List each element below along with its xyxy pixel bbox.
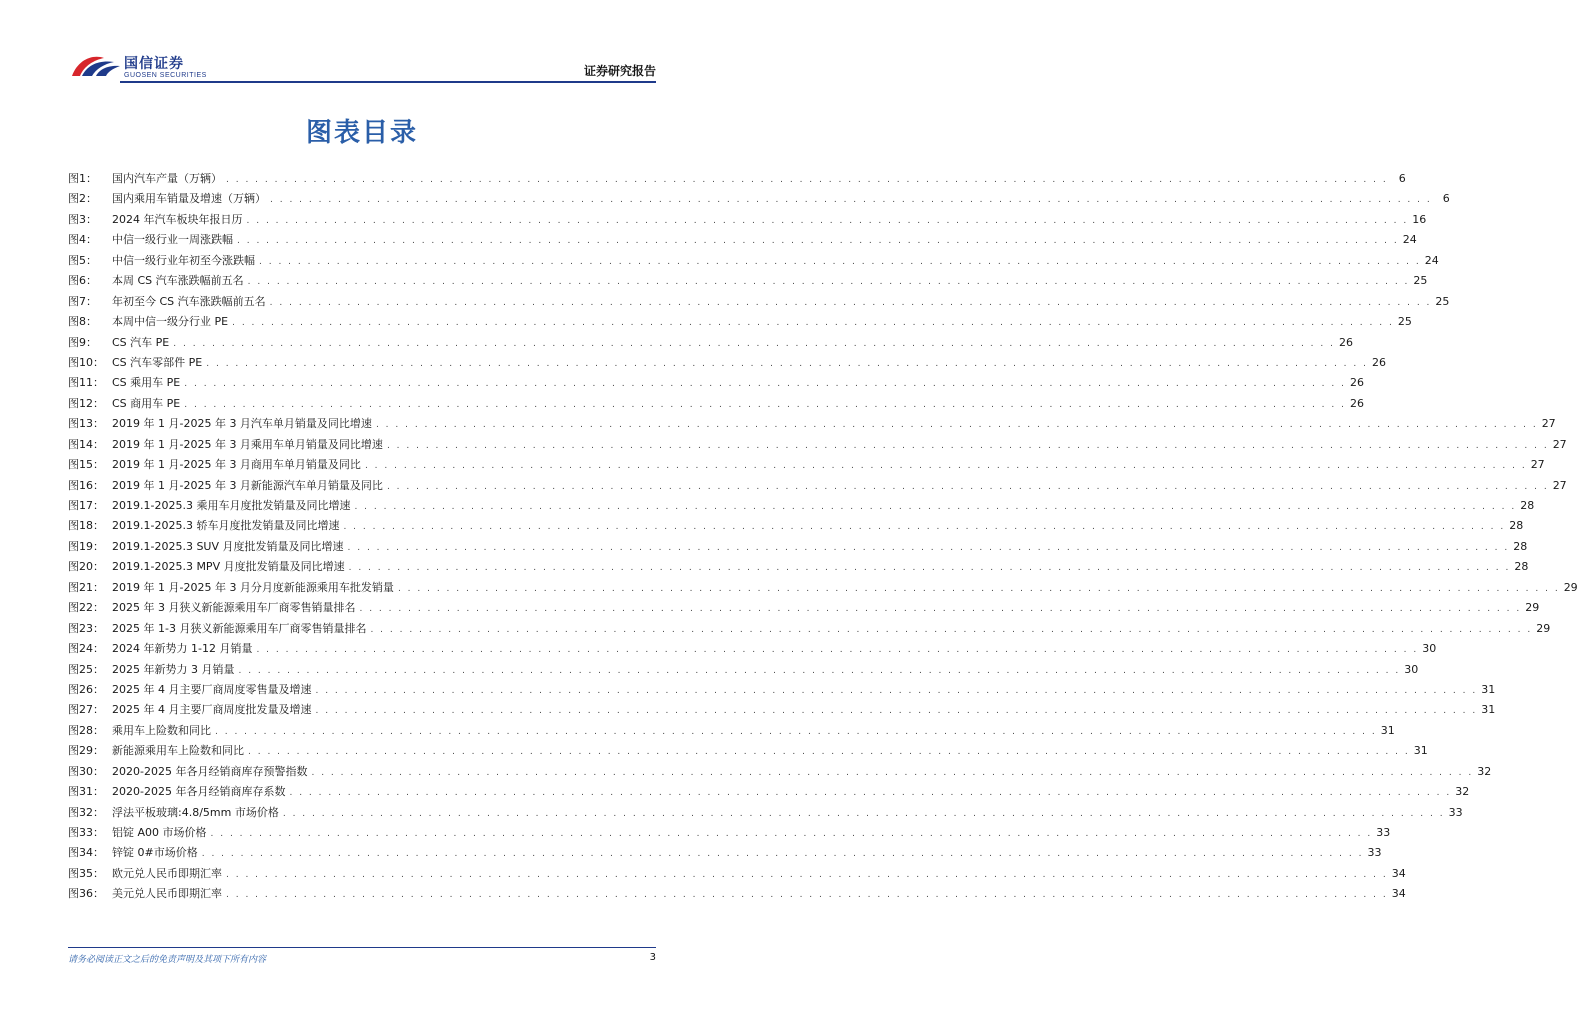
toc-entry[interactable] [68,456,1545,476]
page-header [0,0,724,90]
toc-entry[interactable] [68,497,1535,517]
toc-figure-number: 图30： [68,764,104,778]
toc-figure-number: 图22： [68,601,104,615]
toc-entry[interactable] [68,517,1524,537]
toc-figure-number: 图8： [68,315,97,329]
toc-dot-leader: . . . . . . . . . . . . . . . . . . . . . . . . . . . . . . . . . . . . . . . . . . . . . . . . . . . . . . . . . . . . . . . . . . . . . . . . . . . . . . . . . . . . . . . . . . . . . . . . . . . . . . . . . . . . . . . . . . . . . . . . [210,829,1373,839]
toc-page-number: 27 [1552,478,1567,492]
page-title: 图表目录 [305,118,418,148]
toc-dot-leader: . . . . . . . . . . . . . . . . . . . . . . . . . . . . . . . . . . . . . . . . . . . . . . . . . . . . . . . . . . . . . . . . . . . . . . . . . . . . . . . . . . . . . . . . . . . . . . . . . . . . . . . . . . . . . . . . . . . . . . . . [386,440,1549,451]
toc-page-number: 26 [1350,376,1364,390]
toc-figure-number: 图23： [68,621,104,635]
toc-figure-title: 2019.1-2025.3 SUV 月度批发销量及同比增速 [112,539,344,553]
footer-disclaimer: 请务必阅读正文之后的免责声明及其项下所有内容 [68,955,267,965]
toc-dot-leader: . . . . . . . . . . . . . . . . . . . . . . . . . . . . . . . . . . . . . . . . . . . . . . . . . . . . . . . . . . . . . . . . . . . . . . . . . . . . . . . . . . . . . . . . . . . . . . . . . . . . . . . . . . . . . . . . . . . . . . . . [375,420,1538,431]
toc-page-number: 25 [1397,315,1412,329]
toc-entry[interactable] [68,722,1395,742]
toc-figure-number: 图11： [68,376,104,390]
toc-page-number: 28 [1509,519,1524,533]
toc-dot-leader: . . . . . . . . . . . . . . . . . . . . . . . . . . . . . . . . . . . . . . . . . . . . . . . . . . . . . . . . . . . . . . . . . . . . . . . . . . . . . . . . . . . . . . . . . . . . . . . . . . . . . . . . . . . . . . . . . . . . . . . . [226,175,1388,185]
toc-figure-number: 图19： [68,539,104,553]
toc-dot-leader: . . . . . . . . . . . . . . . . . . . . . . . . . . . . . . . . . . . . . . . . . . . . . . . . . . . . . . . . . . . . . . . . . . . . . . . . . . . . . . . . . . . . . . . . . . . . . . . . . . . . . . . . . . . . . . . . . . . . . . . . [348,563,1511,574]
toc-page-number: 33 [1367,846,1382,860]
toc-dot-leader: . . . . . . . . . . . . . . . . . . . . . . . . . . . . . . . . . . . . . . . . . . . . . . . . . . . . . . . . . . . . . . . . . . . . . . . . . . . . . . . . . . . . . . . . . . . . . . . . . . . . . . . . . . . . . . . . . . . . . . . . [247,277,1410,288]
toc-entry[interactable] [68,783,1470,803]
toc-figure-number: 图12： [68,396,104,410]
toc-page-number: 32 [1477,764,1492,778]
header-divider [120,81,656,83]
toc-figure-number: 图2： [68,192,97,206]
toc-entry[interactable] [68,661,1419,681]
toc-page-number: 27 [1541,417,1556,431]
toc-entry[interactable] [68,844,1382,864]
toc-figure-title: 新能源乘用车上险数和同比 [112,744,244,758]
toc-dot-leader: . . . . . . . . . . . . . . . . . . . . . . . . . . . . . . . . . . . . . . . . . . . . . . . . . . . . . . . . . . . . . . . . . . . . . . . . . . . . . . . . . . . . . . . . . . . . . . . . . . . . . . . . . . . . . . . . . . . . . . . . [256,645,1419,656]
toc-page-number: 27 [1530,458,1545,472]
toc-figure-title: 锌锭 0#市场价格 [112,846,198,860]
toc-figure-title: CS 乘用车 PE [112,376,181,390]
toc-page-number: 33 [1376,826,1391,839]
toc-entry[interactable] [68,477,1567,497]
toc-figure-title: 2019 年 1 月-2025 年 3 月汽车单月销量及同比增速 [112,417,372,431]
toc-page-number: 16 [1412,212,1427,226]
toc-dot-leader: . . . . . . . . . . . . . . . . . . . . . . . . . . . . . . . . . . . . . . . . . . . . . . . . . . . . . . . . . . . . . . . . . . . . . . . . . . . . . . . . . . . . . . . . . . . . . . . . . . . . . . . . . . . . . . . . . . . . . . . . [315,685,1478,696]
toc-page-number: 25 [1413,274,1428,288]
toc-page-number: 26 [1372,355,1386,369]
toc-dot-leader: . . . . . . . . . . . . . . . . . . . . . . . . . . . . . . . . . . . . . . . . . . . . . . . . . . . . . . . . . . . . . . . . . . . . . . . . . . . . . . . . . . . . . . . . . . . . . . . . . . . . . . . . . . . . . . . . . . . . . . . . [397,583,1560,594]
toc-page-number: 28 [1514,560,1529,574]
toc-figure-number: 图26： [68,682,104,696]
toc-figure-title: 2019 年 1 月-2025 年 3 月商用车单月销量及同比 [112,458,361,472]
toc-figure-number: 图17： [68,499,104,512]
toc-page-number: 28 [1513,539,1528,553]
toc-figure-number: 图24： [68,642,104,656]
toc-dot-leader: . . . . . . . . . . . . . . . . . . . . . . . . . . . . . . . . . . . . . . . . . . . . . . . . . . . . . . . . . . . . . . . . . . . . . . . . . . . . . . . . . . . . . . . . . . . . . . . . . . . . . . . . . . . . . . . . . . . . . . . . [359,604,1522,615]
toc-figure-title: 2019.1-2025.3 乘用车月度批发销量及同比增速 [112,499,351,512]
toc-figure-number: 图33： [68,826,104,839]
footer-divider [68,947,656,948]
toc-entry[interactable] [68,272,1428,292]
toc-figure-title: 浮法平板玻璃:4.8/5mm 市场价格 [112,805,279,819]
toc-dot-leader: . . . . . . . . . . . . . . . . . . . . . . . . . . . . . . . . . . . . . . . . . . . . . . . . . . . . . . . . . . . . . . . . . . . . . . . . . . . . . . . . . . . . . . . . . . . . . . . . . . . . . . . . . . . . . . . . . . . . . . . . [269,297,1432,308]
toc-entry[interactable] [68,354,1386,374]
toc-entry[interactable] [68,701,1496,721]
toc-figure-title: 本周 CS 汽车涨跌幅前五名 [112,274,244,288]
toc-figure-title: 铝锭 A00 市场价格 [112,826,207,839]
toc-figure-title: 乘用车上险数和同比 [112,723,211,737]
toc-entry[interactable] [68,599,1540,619]
toc-page-number: 31 [1413,744,1428,758]
toc-page-number: 34 [1391,866,1406,880]
toc-figure-title: 美元兑人民币即期汇率 [112,887,222,901]
toc-figure-number: 图5： [68,253,97,267]
toc-figure-number: 图20： [68,560,104,574]
toc-page-number: 27 [1552,437,1567,451]
toc-entry[interactable] [68,681,1496,701]
toc-dot-leader: . . . . . . . . . . . . . . . . . . . . . . . . . . . . . . . . . . . . . . . . . . . . . . . . . . . . . . . . . . . . . . . . . . . . . . . . . . . . . . . . . . . . . . . . . . . . . . . . . . . . . . . . . . . . . . . . . . . . . . . . [232,318,1394,329]
toc-figure-number: 图1： [68,172,97,185]
guosen-logo-mark-icon [70,50,122,80]
toc-dot-leader: . . . . . . . . . . . . . . . . . . . . . . . . . . . . . . . . . . . . . . . . . . . . . . . . . . . . . . . . . . . . . . . . . . . . . . . . . . . . . . . . . . . . . . . . . . . . . . . . . . . . . . . . . . . . . . . . . . . . . . . . [184,379,1346,390]
toc-dot-leader: . . . . . . . . . . . . . . . . . . . . . . . . . . . . . . . . . . . . . . . . . . . . . . . . . . . . . . . . . . . . . . . . . . . . . . . . . . . . . . . . . . . . . . . . . . . . . . . . . . . . . . . . . . . . . . . . . . . . . . . . [315,706,1478,717]
toc-figure-number: 图36： [68,887,104,901]
figure-table-of-contents [68,170,1578,906]
page-number: 3 [649,952,656,963]
toc-figure-number: 图27： [68,703,104,717]
report-type-label: 证券研究报告 [583,64,656,78]
toc-page-number: 24 [1402,233,1417,247]
toc-figure-title: 2019 年 1 月-2025 年 3 月新能源汽车单月销量及同比 [112,478,383,492]
toc-figure-title: 2025 年 3 月狭义新能源乘用车厂商零售销量排名 [112,601,356,615]
toc-dot-leader: . . . . . . . . . . . . . . . . . . . . . . . . . . . . . . . . . . . . . . . . . . . . . . . . . . . . . . . . . . . . . . . . . . . . . . . . . . . . . . . . . . . . . . . . . . . . . . . . . . . . . . . . . . . . . . . . . . . . . . . . [311,767,1474,778]
toc-page-number: 31 [1380,723,1395,737]
toc-figure-number: 图16： [68,478,104,492]
toc-entry[interactable] [68,865,1406,885]
toc-dot-leader: . . . . . . . . . . . . . . . . . . . . . . . . . . . . . . . . . . . . . . . . . . . . . . . . . . . . . . . . . . . . . . . . . . . . . . . . . . . . . . . . . . . . . . . . . . . . . . . . . . . . . . . . . . . . . . . . . . . . . . . . [237,236,1399,247]
toc-figure-title: CS 商用车 PE [112,396,181,410]
toc-dot-leader: . . . . . . . . . . . . . . . . . . . . . . . . . . . . . . . . . . . . . . . . . . . . . . . . . . . . . . . . . . . . . . . . . . . . . . . . . . . . . . . . . . . . . . . . . . . . . . . . . . . . . . . . . . . . . . . . . . . . . . . . [184,399,1346,410]
toc-figure-title: 2025 年 1-3 月狭义新能源乘用车厂商零售销量排名 [112,621,367,635]
toc-figure-number: 图21： [68,580,104,594]
toc-page-number: 30 [1422,642,1437,656]
toc-figure-title: 2024 年汽车板块年报日历 [112,212,243,226]
toc-entry[interactable] [68,252,1439,272]
toc-entry[interactable] [68,620,1551,640]
toc-figure-title: 2025 年 4 月主要厂商周度批发量及增速 [112,703,312,717]
toc-figure-number: 图6： [68,274,97,288]
toc-dot-leader: . . . . . . . . . . . . . . . . . . . . . . . . . . . . . . . . . . . . . . . . . . . . . . . . . . . . . . . . . . . . . . . . . . . . . . . . . . . . . . . . . . . . . . . . . . . . . . . . . . . . . . . . . . . . . . . . . . . . . . . . [270,195,1432,206]
toc-figure-title: 2025 年 4 月主要厂商周度零售量及增速 [112,682,312,696]
toc-figure-title: 中信一级行业一周涨跌幅 [112,233,233,247]
toc-dot-leader: . . . . . . . . . . . . . . . . . . . . . . . . . . . . . . . . . . . . . . . . . . . . . . . . . . . . . . . . . . . . . . . . . . . . . . . . . . . . . . . . . . . . . . . . . . . . . . . . . . . . . . . . . . . . . . . . . . . . . . . . [289,788,1452,799]
toc-figure-title: 2020-2025 年各月经销商库存预警指数 [112,764,308,778]
toc-figure-number: 图32： [68,805,104,819]
toc-page-number: 26 [1350,396,1364,410]
toc-page-number: 34 [1391,887,1406,901]
toc-figure-number: 图10： [68,355,104,369]
toc-figure-title: CS 汽车零部件 PE [112,355,203,369]
toc-dot-leader: . . . . . . . . . . . . . . . . . . . . . . . . . . . . . . . . . . . . . . . . . . . . . . . . . . . . . . . . . . . . . . . . . . . . . . . . . . . . . . . . . . . . . . . . . . . . . . . . . . . . . . . . . . . . . . . . . . . . . . . . [226,869,1388,880]
toc-figure-title: 2019 年 1 月-2025 年 3 月乘用车单月销量及同比增速 [112,437,383,451]
toc-entry[interactable] [68,211,1427,231]
toc-dot-leader: . . . . . . . . . . . . . . . . . . . . . . . . . . . . . . . . . . . . . . . . . . . . . . . . . . . . . . . . . . . . . . . . . . . . . . . . . . . . . . . . . . . . . . . . . . . . . . . . . . . . . . . . . . . . . . . . . . . . . . . . [206,358,1368,369]
toc-figure-title: 年初至今 CS 汽车涨跌幅前五名 [112,294,266,308]
toc-figure-number: 图14： [68,437,104,451]
toc-figure-number: 图35： [68,866,104,880]
toc-page-number: 31 [1481,682,1496,696]
toc-figure-number: 图28： [68,723,104,737]
toc-entry[interactable] [68,170,1406,190]
toc-entry[interactable] [68,558,1529,578]
toc-page-number: 33 [1448,805,1463,819]
guosen-logo [70,50,210,84]
toc-entry[interactable] [68,334,1353,354]
toc-figure-title: 国内汽车产量（万辆） [112,172,222,185]
toc-page-number: 31 [1481,703,1496,717]
toc-entry[interactable] [68,190,1450,210]
toc-figure-title: CS 汽车 PE [112,335,170,349]
toc-entry[interactable] [68,395,1364,415]
toc-entry[interactable] [68,742,1428,762]
toc-dot-leader: . . . . . . . . . . . . . . . . . . . . . . . . . . . . . . . . . . . . . . . . . . . . . . . . . . . . . . . . . . . . . . . . . . . . . . . . . . . . . . . . . . . . . . . . . . . . . . . . . . . . . . . . . . . . . . . . . . . . . . . . [354,502,1517,512]
toc-figure-title: 2019.1-2025.3 轿车月度批发销量及同比增速 [112,519,340,533]
toc-page-number: 6 [1442,192,1450,206]
toc-dot-leader: . . . . . . . . . . . . . . . . . . . . . . . . . . . . . . . . . . . . . . . . . . . . . . . . . . . . . . . . . . . . . . . . . . . . . . . . . . . . . . . . . . . . . . . . . . . . . . . . . . . . . . . . . . . . . . . . . . . . . . . . [370,624,1533,635]
toc-entry[interactable] [68,415,1556,435]
toc-dot-leader: . . . . . . . . . . . . . . . . . . . . . . . . . . . . . . . . . . . . . . . . . . . . . . . . . . . . . . . . . . . . . . . . . . . . . . . . . . . . . . . . . . . . . . . . . . . . . . . . . . . . . . . . . . . . . . . . . . . . . . . . [259,256,1421,267]
toc-figure-number: 图7： [68,294,97,308]
toc-dot-leader: . . . . . . . . . . . . . . . . . . . . . . . . . . . . . . . . . . . . . . . . . . . . . . . . . . . . . . . . . . . . . . . . . . . . . . . . . . . . . . . . . . . . . . . . . . . . . . . . . . . . . . . . . . . . . . . . . . . . . . . . [386,481,1549,492]
toc-page-number: 25 [1435,294,1450,308]
toc-figure-number: 图29： [68,744,104,758]
toc-dot-leader: . . . . . . . . . . . . . . . . . . . . . . . . . . . . . . . . . . . . . . . . . . . . . . . . . . . . . . . . . . . . . . . . . . . . . . . . . . . . . . . . . . . . . . . . . . . . . . . . . . . . . . . . . . . . . . . . . . . . . . . . [343,522,1506,533]
toc-dot-leader: . . . . . . . . . . . . . . . . . . . . . . . . . . . . . . . . . . . . . . . . . . . . . . . . . . . . . . . . . . . . . . . . . . . . . . . . . . . . . . . . . . . . . . . . . . . . . . . . . . . . . . . . . . . . . . . . . . . . . . . . [215,726,1377,737]
toc-entry[interactable] [68,313,1412,333]
toc-entry[interactable] [68,640,1437,660]
toc-entry[interactable] [68,374,1364,394]
toc-figure-title: 国内乘用车销量及增速（万辆） [112,192,266,206]
toc-figure-title: 本周中信一级分行业 PE [112,315,229,329]
toc-dot-leader: . . . . . . . . . . . . . . . . . . . . . . . . . . . . . . . . . . . . . . . . . . . . . . . . . . . . . . . . . . . . . . . . . . . . . . . . . . . . . . . . . . . . . . . . . . . . . . . . . . . . . . . . . . . . . . . . . . . . . . . . [238,665,1401,676]
toc-dot-leader: . . . . . . . . . . . . . . . . . . . . . . . . . . . . . . . . . . . . . . . . . . . . . . . . . . . . . . . . . . . . . . . . . . . . . . . . . . . . . . . . . . . . . . . . . . . . . . . . . . . . . . . . . . . . . . . . . . . . . . . . [347,542,1510,553]
toc-page-number: 29 [1536,621,1551,635]
toc-page-number: 32 [1455,785,1470,799]
toc-figure-number: 图31： [68,785,104,799]
toc-dot-leader: . . . . . . . . . . . . . . . . . . . . . . . . . . . . . . . . . . . . . . . . . . . . . . . . . . . . . . . . . . . . . . . . . . . . . . . . . . . . . . . . . . . . . . . . . . . . . . . . . . . . . . . . . . . . . . . . . . . . . . . . [364,461,1527,472]
toc-entry[interactable] [68,293,1450,313]
toc-page-number: 30 [1404,662,1419,676]
toc-page-number: 29 [1563,580,1578,594]
toc-dot-leader: . . . . . . . . . . . . . . . . . . . . . . . . . . . . . . . . . . . . . . . . . . . . . . . . . . . . . . . . . . . . . . . . . . . . . . . . . . . . . . . . . . . . . . . . . . . . . . . . . . . . . . . . . . . . . . . . . . . . . . . . [226,890,1388,901]
toc-page-number: 24 [1424,253,1439,267]
toc-page-number: 6 [1398,172,1406,185]
toc-figure-number: 图25： [68,662,104,676]
toc-figure-title: 中信一级行业年初至今涨跌幅 [112,253,255,267]
toc-figure-title: 2025 年新势力 3 月销量 [112,662,235,676]
toc-figure-number: 图13： [68,417,104,431]
toc-dot-leader: . . . . . . . . . . . . . . . . . . . . . . . . . . . . . . . . . . . . . . . . . . . . . . . . . . . . . . . . . . . . . . . . . . . . . . . . . . . . . . . . . . . . . . . . . . . . . . . . . . . . . . . . . . . . . . . . . . . . . . . . [201,849,1364,860]
toc-dot-leader: . . . . . . . . . . . . . . . . . . . . . . . . . . . . . . . . . . . . . . . . . . . . . . . . . . . . . . . . . . . . . . . . . . . . . . . . . . . . . . . . . . . . . . . . . . . . . . . . . . . . . . . . . . . . . . . . . . . . . . . . [246,215,1409,226]
toc-entry[interactable] [68,824,1391,844]
toc-figure-title: 2024 年新势力 1-12 月销量 [112,642,253,656]
toc-figure-title: 欧元兑人民币即期汇率 [112,866,222,880]
toc-figure-number: 图9： [68,335,97,349]
toc-dot-leader: . . . . . . . . . . . . . . . . . . . . . . . . . . . . . . . . . . . . . . . . . . . . . . . . . . . . . . . . . . . . . . . . . . . . . . . . . . . . . . . . . . . . . . . . . . . . . . . . . . . . . . . . . . . . . . . . . . . . . . . . [248,747,1410,758]
toc-entry[interactable] [68,231,1417,251]
toc-entry[interactable] [68,436,1567,456]
toc-figure-number: 图4： [68,233,97,247]
toc-page-number: 26 [1339,335,1353,349]
toc-figure-number: 图34： [68,846,104,860]
toc-entry[interactable] [68,804,1463,824]
toc-figure-number: 图3： [68,212,97,226]
toc-page-number: 28 [1520,499,1535,512]
toc-figure-title: 2019.1-2025.3 MPV 月度批发销量及同比增速 [112,560,345,574]
logo-chinese-name: 国信证券 [124,56,184,72]
toc-entry[interactable] [68,885,1406,905]
toc-entry[interactable] [68,763,1492,783]
toc-figure-number: 图18： [68,519,104,533]
toc-figure-title: 2019 年 1 月-2025 年 3 月分月度新能源乘用车批发销量 [112,580,394,594]
toc-figure-number: 图15： [68,458,104,472]
logo-english-name: GUOSEN SECURITIES [124,72,207,79]
toc-entry[interactable] [68,538,1528,558]
toc-entry[interactable] [68,579,1578,599]
toc-figure-title: 2020-2025 年各月经销商库存系数 [112,785,286,799]
toc-dot-leader: . . . . . . . . . . . . . . . . . . . . . . . . . . . . . . . . . . . . . . . . . . . . . . . . . . . . . . . . . . . . . . . . . . . . . . . . . . . . . . . . . . . . . . . . . . . . . . . . . . . . . . . . . . . . . . . . . . . . . . . . [173,338,1335,349]
toc-dot-leader: . . . . . . . . . . . . . . . . . . . . . . . . . . . . . . . . . . . . . . . . . . . . . . . . . . . . . . . . . . . . . . . . . . . . . . . . . . . . . . . . . . . . . . . . . . . . . . . . . . . . . . . . . . . . . . . . . . . . . . . . [282,808,1445,819]
toc-page-number: 29 [1525,601,1540,615]
